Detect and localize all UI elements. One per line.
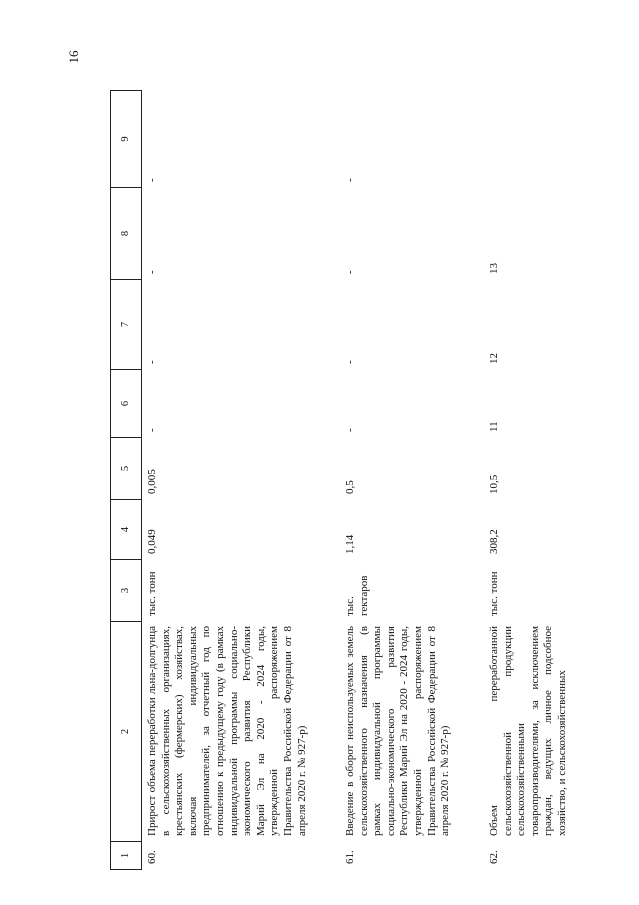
row-value-5: 10,5 <box>488 474 500 494</box>
row-value-5: 0,5 <box>344 480 356 494</box>
row-value-5: 0,005 <box>146 469 158 494</box>
header-col-9: 9 <box>111 90 141 188</box>
table-row <box>140 90 338 870</box>
row-value-8: 13 <box>488 263 500 274</box>
table-row <box>338 90 482 870</box>
row-value-7: 12 <box>488 353 500 364</box>
table-header-row <box>110 90 142 870</box>
header-col-4: 4 <box>111 500 141 560</box>
row-value-8: - <box>146 270 158 274</box>
row-description: Прирост объема переработки льна-долгунца в сельскохозяйственных организациях, крестьянских (фермерских) хозяйствах, включая индивидуальных предпринимателей, за отчетный год по отношению к предыдущему году (в рамках индивидуальной программы социально-экономического развития Республики Марий Эл на 2020 - 2024 годы, утвержденной распоряжением Правительства Российской Федерации от 8 апреля 2020 г. № 927-р) <box>146 626 308 836</box>
row-value-8: - <box>344 270 356 274</box>
table-row <box>482 90 568 870</box>
row-value-4: 0,049 <box>146 529 158 554</box>
header-col-8: 8 <box>111 188 141 280</box>
row-unit: тыс. тонн <box>488 571 500 616</box>
row-value-6: - <box>344 428 356 432</box>
rotated-table-viewport <box>110 90 568 870</box>
row-unit: тыс. гектаров <box>344 575 370 616</box>
row-value-6: 11 <box>488 421 500 432</box>
header-col-3: 3 <box>111 560 141 622</box>
row-unit: тыс. тонн <box>146 571 158 616</box>
row-description: Объем переработанной сельскохозяйственной продукции сельскохозяйственными товаропроизводителями, за исключением граждан, ведущих личное подсобное хозяйство, и сельскохозяйственных <box>488 626 568 836</box>
row-value-9: - <box>146 178 158 182</box>
row-number: 61. <box>344 850 356 864</box>
row-value-6: - <box>146 428 158 432</box>
row-number: 60. <box>146 850 158 864</box>
header-col-2: 2 <box>111 622 141 842</box>
header-col-6: 6 <box>111 370 141 438</box>
row-value-7: - <box>146 360 158 364</box>
row-value-9 <box>482 90 488 188</box>
page-number: 16 <box>66 50 81 64</box>
row-value-9: - <box>344 178 356 182</box>
row-value-7: - <box>344 360 356 364</box>
data-table <box>110 90 568 870</box>
header-col-1: 1 <box>111 842 141 870</box>
header-col-7: 7 <box>111 280 141 370</box>
row-value-4: 1,14 <box>344 534 356 554</box>
header-col-5: 5 <box>111 438 141 500</box>
row-number: 62. <box>488 850 500 864</box>
row-description: Введение в оборот неиспользуемых земель сельскохозяйственного назначения (в рамках индивидуальной программы социально-экономического развития Республики Марий Эл на 2020 - 2024 годы, утвержденной распоряжением Правительства Российской Федерации от 8 апреля 2020 г. № 927-р) <box>344 626 452 836</box>
row-value-4: 308,2 <box>488 529 500 554</box>
